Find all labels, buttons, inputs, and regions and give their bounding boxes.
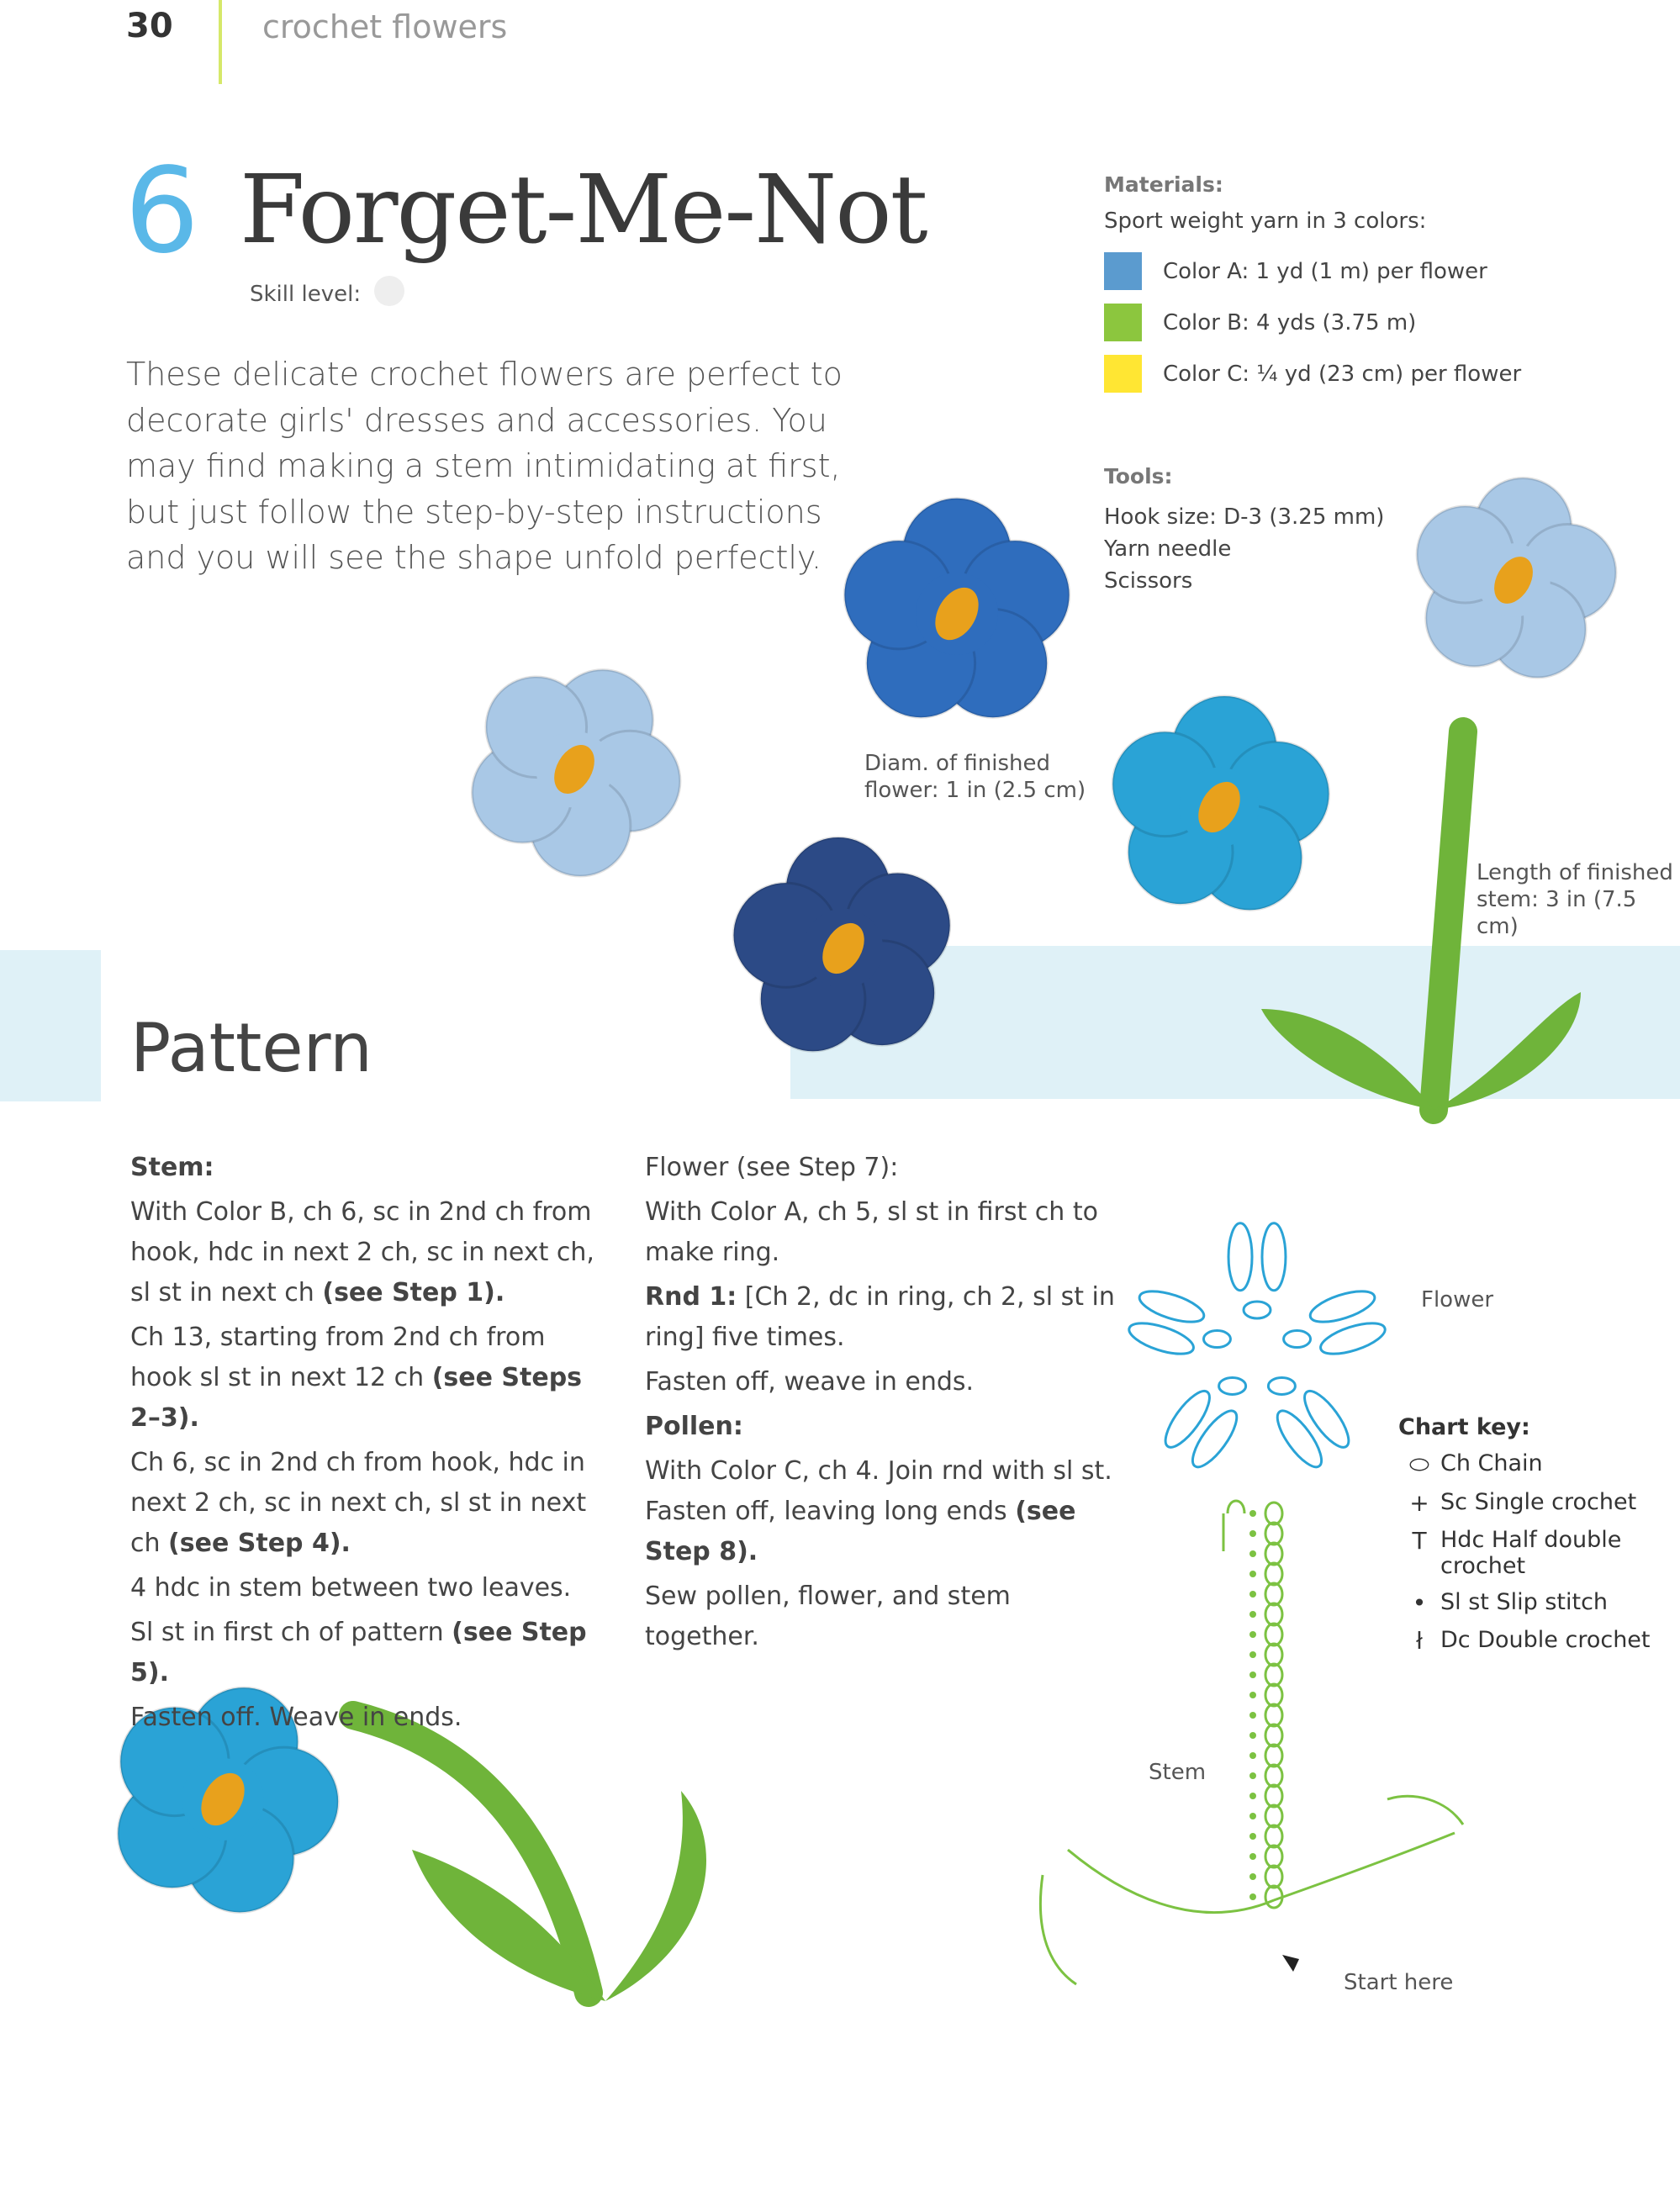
chart-stem-arrow [1223, 1501, 1244, 1551]
chart-stem-chain [1265, 1583, 1282, 1605]
slip-stitch-symbol-icon: • [1412, 1589, 1427, 1617]
chart-petal-stitch [1228, 1223, 1252, 1291]
chart-slip-stitch [1249, 1813, 1256, 1819]
chart-stem-chain [1265, 1684, 1282, 1706]
chart-flower-label: Flower [1421, 1287, 1494, 1312]
flower-instructions [645, 1148, 1116, 1661]
chart-stem-chain [1265, 1785, 1282, 1807]
chart-slip-stitch [1249, 1530, 1256, 1537]
stem-step: Fasten off. Weave in ends. [130, 1703, 462, 1732]
chart-slip-stitch [1249, 1591, 1256, 1598]
chart-stem-chain [1265, 1825, 1282, 1847]
color-swatch-b [1104, 304, 1142, 341]
chart-stem-chain [1265, 1543, 1282, 1565]
pollen-step: Sew pollen, flower, and stem together. [645, 1582, 1011, 1651]
chart-key-item: + Sc Single crochet [1398, 1489, 1651, 1517]
chart-slip-stitch [1249, 1873, 1256, 1880]
page-title: Forget-Me-Not [240, 156, 927, 265]
chart-slip-stitch [1249, 1692, 1256, 1698]
color-swatch-c [1104, 355, 1142, 393]
tools-section [1104, 461, 1384, 597]
intro-paragraph: These delicate crochet flowers are perfect to decorate girls' dresses and accessories. You may find making a stem intimidating at first, but just follow the step-by-step instructions and you will see the shape unfold perfectly. [126, 356, 843, 576]
skill-level-icon [374, 276, 404, 306]
chart-slip-stitch [1249, 1510, 1256, 1517]
pollen-step: With Color C, ch 4. Join rnd with sl st. Fasten off, leaving long ends (see Step 8). [645, 1456, 1112, 1566]
chart-slip-stitch [1249, 1651, 1256, 1658]
tools-heading: Tools: [1104, 464, 1173, 489]
chart-petal-stitch [1126, 1317, 1197, 1360]
tool-item: Yarn needle [1104, 536, 1232, 562]
stem-instructions [130, 1148, 610, 1742]
chart-start-label: Start here [1344, 1970, 1454, 1995]
stem-step: Sl st in first ch of pattern (see Step 5). [130, 1618, 587, 1687]
skill-level-label: Skill level: [250, 282, 362, 307]
chart-petal-stitch [1271, 1405, 1329, 1473]
chart-leaf-arrow [1040, 1796, 1463, 1984]
tool-item: Hook size: D-3 (3.25 mm) [1104, 504, 1385, 530]
chart-slip-stitch [1249, 1550, 1256, 1557]
chart-slip-stitch [1249, 1752, 1256, 1759]
chart-petal-stitch [1307, 1285, 1378, 1328]
pattern-heading: Pattern [130, 1009, 372, 1087]
chart-slip-stitch [1249, 1672, 1256, 1678]
flower-step: Rnd 1: [Ch 2, dc in ring, ch 2, sl st in ring] five times. [645, 1282, 1115, 1352]
chart-ring-chain [1219, 1377, 1246, 1394]
chart-ring-chain [1284, 1331, 1311, 1348]
chart-stem-chain [1265, 1624, 1282, 1645]
materials-heading: Materials: [1104, 172, 1223, 197]
chart-ring-chain [1268, 1377, 1295, 1394]
stem-step: Ch 6, sc in 2nd ch from hook, hdc in next 2 ch, sc in next ch, sl st in next ch (see Step 4). [130, 1448, 587, 1558]
chart-stem-chain [1265, 1563, 1282, 1585]
color-swatch-a [1104, 252, 1142, 290]
photo-leaf [1261, 1009, 1434, 1110]
chart-stem-chain [1265, 1846, 1282, 1867]
header-divider [219, 0, 222, 84]
chart-key-item: ⬭ Ch Chain [1398, 1450, 1651, 1479]
chart-stem-chain [1265, 1644, 1282, 1666]
stem-heading: Stem: [130, 1153, 214, 1182]
double-crochet-symbol-icon: ł [1416, 1627, 1423, 1655]
tool-item: Scissors [1104, 568, 1193, 594]
chart-key-item: T Hdc Half double crochet [1398, 1527, 1651, 1579]
chart-slip-stitch [1249, 1772, 1256, 1779]
single-crochet-symbol-icon: + [1409, 1489, 1429, 1517]
material-color-b: Color B: 4 yds (3.75 m) [1104, 297, 1521, 348]
chart-ring-chain [1244, 1302, 1271, 1318]
start-here-arrow-icon [1282, 1955, 1299, 1972]
chart-petal-stitch [1297, 1385, 1356, 1453]
stem-step: With Color B, ch 6, sc in 2nd ch from hook, hdc in next 2 ch, sc in next ch, sl st in next ch (see Step 1). [130, 1197, 594, 1307]
chart-stem-chain [1265, 1805, 1282, 1827]
chart-stem-chain [1265, 1704, 1282, 1726]
stem-length-caption: Length of finished stem: 3 in (7.5 cm) [1477, 860, 1673, 939]
chart-key-item: ł Dc Double crochet [1398, 1627, 1651, 1655]
chart-petal-stitch [1158, 1385, 1217, 1453]
chart-petal-stitch [1318, 1317, 1389, 1360]
stem-step: Ch 13, starting from 2nd ch from hook sl st in next 12 ch (see Steps 2–3). [130, 1323, 583, 1433]
chart-key [1398, 1414, 1651, 1655]
page-number: 30 [126, 7, 173, 45]
material-color-a: Color A: 1 yd (1 m) per flower [1104, 246, 1521, 297]
flower-step: With Color A, ch 5, sl st in first ch to make ring. [645, 1197, 1098, 1267]
chart-stem-label: Stem [1149, 1760, 1207, 1785]
chart-slip-stitch [1249, 1611, 1256, 1618]
chart-petal-stitch [1136, 1285, 1207, 1328]
section-title: crochet flowers [262, 8, 508, 45]
chart-leaf-chain [1068, 1833, 1455, 1913]
materials-section [1104, 172, 1521, 399]
chain-symbol-icon: ⬭ [1409, 1450, 1429, 1478]
chart-stem-chain [1265, 1724, 1282, 1746]
chart-petal-stitch [1186, 1405, 1244, 1473]
chart-stem-chain [1265, 1664, 1282, 1686]
chart-ring-chain [1203, 1331, 1230, 1348]
chart-stem-chain [1265, 1745, 1282, 1767]
pollen-heading: Pollen: [645, 1412, 743, 1441]
chart-stem-chain [1265, 1523, 1282, 1545]
project-number: 6 [124, 143, 200, 280]
chart-key-heading: Chart key: [1398, 1414, 1530, 1440]
stem-step: 4 hdc in stem between two leaves. [130, 1573, 572, 1603]
chart-slip-stitch [1249, 1631, 1256, 1638]
chart-stem-chain [1265, 1765, 1282, 1787]
chart-slip-stitch [1249, 1853, 1256, 1860]
chart-stem-chain [1265, 1603, 1282, 1625]
chart-key-item: • Sl st Slip stitch [1398, 1589, 1651, 1617]
chart-slip-stitch [1249, 1893, 1256, 1900]
chart-slip-stitch [1249, 1732, 1256, 1739]
flower-heading: Flower (see Step 7): [645, 1153, 899, 1182]
chart-slip-stitch [1249, 1712, 1256, 1719]
photo-leaf [605, 1791, 706, 2001]
chart-slip-stitch [1249, 1793, 1256, 1799]
materials-subheading: Sport weight yarn in 3 colors: [1104, 209, 1427, 234]
chart-slip-stitch [1249, 1833, 1256, 1840]
diameter-caption: Diam. of finished flower: 1 in (2.5 cm) [864, 751, 1086, 803]
chart-slip-stitch [1249, 1571, 1256, 1577]
chart-petal-stitch [1262, 1223, 1286, 1291]
chart-stem-chain [1265, 1503, 1282, 1524]
flower-step: Fasten off, weave in ends. [645, 1367, 975, 1397]
chart-stem-chain [1265, 1866, 1282, 1888]
photo-stem [1434, 731, 1463, 1110]
material-color-c: Color C: ¼ yd (23 cm) per flower [1104, 348, 1521, 399]
half-double-symbol-icon: T [1412, 1527, 1427, 1555]
